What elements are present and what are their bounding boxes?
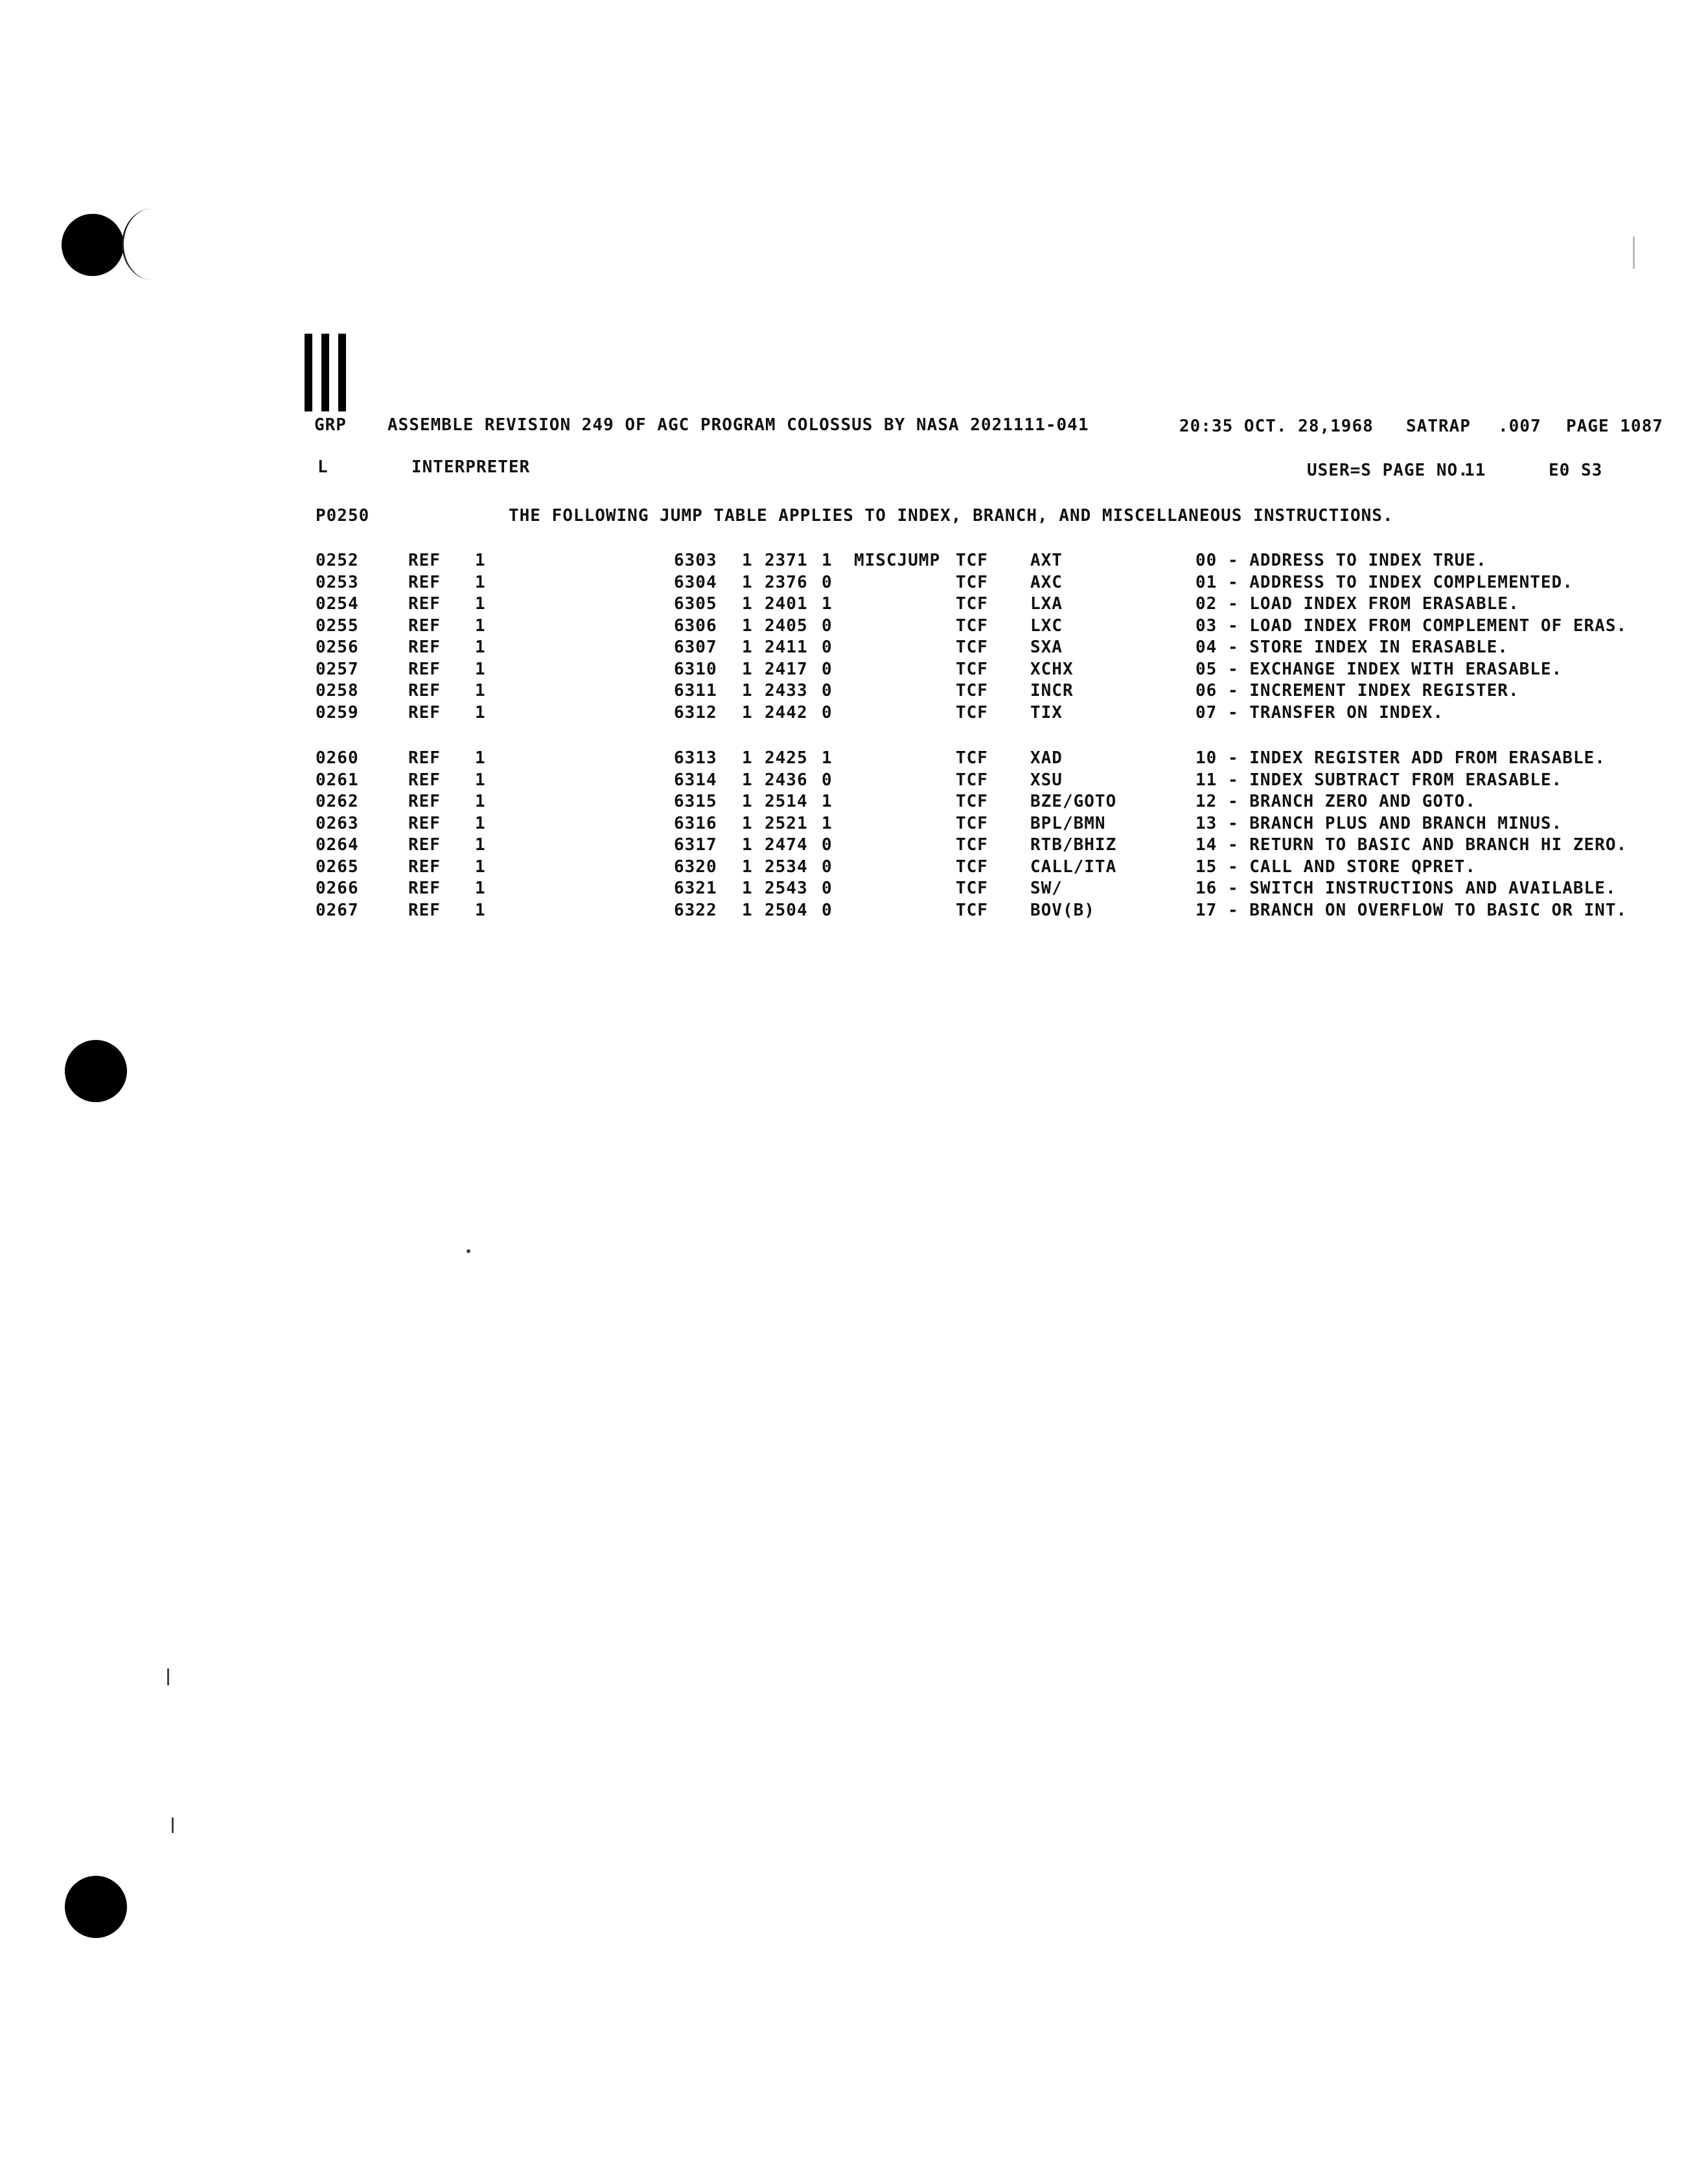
header-title: ASSEMBLE REVISION 249 OF AGC PROGRAM COLOSSUS BY NASA 2021111-041 [387,415,1089,435]
cell-line: 0265 [316,857,359,877]
cell-p: 0 [822,835,833,855]
cell-comment: 05 - EXCHANGE INDEX WITH ERASABLE. [1195,659,1563,679]
cell-n: 1 [475,681,486,700]
cell-operand: CALL/ITA [1030,857,1117,877]
cell-b: 1 [742,681,753,700]
cell-addr: 6315 [674,792,717,811]
cell-line: 0256 [316,638,359,657]
table-row [0,901,1708,923]
cell-val: 2371 [765,551,808,570]
cell-val: 2401 [765,594,808,614]
header-left-code: GRP [314,415,347,435]
cell-b: 1 [742,594,753,614]
comment-line-text: THE FOLLOWING JUMP TABLE APPLIES TO INDEX, BRANCH, AND MISCELLANEOUS INSTRUCTIONS. [509,506,1394,525]
cell-op: REF [408,681,441,700]
cell-p: 0 [822,857,833,877]
cell-line: 0255 [316,616,359,636]
cell-operand: BZE/GOTO [1030,792,1117,811]
cell-operand: XCHX [1030,659,1074,679]
cell-addr: 6313 [674,748,717,768]
cell-op: REF [408,835,441,855]
cell-operand: AXT [1030,551,1063,570]
cell-addr: 6306 [674,616,717,636]
comment-line-id: P0250 [316,506,370,525]
cell-op: REF [408,638,441,657]
cell-addr: 6310 [674,659,717,679]
cell-comment: 00 - ADDRESS TO INDEX TRUE. [1195,551,1487,570]
cell-operand: XSU [1030,770,1063,790]
cell-instr: TCF [956,551,988,570]
cell-comment: 01 - ADDRESS TO INDEX COMPLEMENTED. [1195,572,1573,592]
cell-line: 0260 [316,748,359,768]
cell-b: 1 [742,900,753,920]
table-row [0,792,1708,814]
cell-n: 1 [475,748,486,768]
punch-hole-top [62,214,124,276]
header-satrap: SATRAP [1406,417,1471,436]
header-timestamp: 20:35 OCT. 28,1968 [1179,417,1374,436]
cell-b: 1 [742,702,753,722]
cell-instr: TCF [956,594,988,614]
cell-line: 0259 [316,702,359,722]
table-row [0,681,1708,703]
cell-operand: SXA [1030,638,1063,657]
cell-b: 1 [742,638,753,657]
punch-hole-middle [65,1040,127,1102]
cell-operand: BOV(B) [1030,900,1095,920]
cell-n: 1 [475,900,486,920]
cell-addr: 6311 [674,681,717,700]
cell-line: 0262 [316,792,359,811]
cell-label: MISCJUMP [854,551,941,570]
table-row [0,594,1708,616]
table-row [0,748,1708,770]
punch-hole-bottom [65,1876,127,1938]
cell-op: REF [408,748,441,768]
speck [167,1668,169,1685]
cell-b: 1 [742,879,753,898]
cell-comment: 02 - LOAD INDEX FROM ERASABLE. [1195,594,1519,614]
section-name: INTERPRETER [411,457,531,477]
cell-p: 0 [822,770,833,790]
cell-comment: 11 - INDEX SUBTRACT FROM ERASABLE. [1195,770,1563,790]
cell-op: REF [408,879,441,898]
cell-line: 0253 [316,572,359,592]
cell-instr: TCF [956,900,988,920]
cell-p: 0 [822,900,833,920]
cell-comment: 13 - BRANCH PLUS AND BRANCH MINUS. [1195,813,1563,833]
cell-val: 2425 [765,748,808,768]
cell-n: 1 [475,857,486,877]
cell-op: REF [408,616,441,636]
table-row [0,573,1708,595]
cell-b: 1 [742,748,753,768]
cell-operand: TIX [1030,702,1063,722]
cell-p: 0 [822,638,833,657]
cell-comment: 12 - BRANCH ZERO AND GOTO. [1195,792,1476,811]
cell-n: 1 [475,572,486,592]
users-page-number: 11 [1464,461,1486,480]
cell-b: 1 [742,770,753,790]
users-page-label: USER=S PAGE NO. [1307,461,1469,480]
cell-val: 2534 [765,857,808,877]
cell-instr: TCF [956,638,988,657]
cell-val: 2474 [765,835,808,855]
cell-instr: TCF [956,813,988,833]
table-row [0,638,1708,660]
cell-comment: 07 - TRANSFER ON INDEX. [1195,702,1444,722]
cell-op: REF [408,659,441,679]
table-row [0,660,1708,682]
table-row [0,616,1708,638]
cell-b: 1 [742,792,753,811]
cell-p: 0 [822,879,833,898]
cell-n: 1 [475,638,486,657]
cell-p: 0 [822,659,833,679]
cell-instr: TCF [956,879,988,898]
cell-comment: 14 - RETURN TO BASIC AND BRANCH HI ZERO. [1195,835,1628,855]
cell-n: 1 [475,702,486,722]
cell-val: 2504 [765,900,808,920]
cell-p: 0 [822,572,833,592]
cell-op: REF [408,770,441,790]
cell-b: 1 [742,616,753,636]
cell-b: 1 [742,813,753,833]
cell-line: 0266 [316,879,359,898]
cell-addr: 6322 [674,900,717,920]
cell-addr: 6303 [674,551,717,570]
table-row [0,879,1708,901]
cell-instr: TCF [956,572,988,592]
cell-val: 2405 [765,616,808,636]
cell-n: 1 [475,770,486,790]
table-row [0,770,1708,792]
cell-p: 1 [822,813,833,833]
cell-op: REF [408,702,441,722]
cell-operand: INCR [1030,681,1074,700]
cell-instr: TCF [956,770,988,790]
cell-n: 1 [475,616,486,636]
cell-operand: AXC [1030,572,1063,592]
cell-operand: SW/ [1030,879,1063,898]
cell-op: REF [408,813,441,833]
cell-operand: BPL/BMN [1030,813,1106,833]
cell-instr: TCF [956,792,988,811]
cell-operand: LXA [1030,594,1063,614]
cell-n: 1 [475,659,486,679]
speck [1633,236,1635,269]
cell-val: 2376 [765,572,808,592]
header-page: PAGE 1087 [1566,417,1663,436]
header-bar-mark [305,334,346,411]
cell-p: 1 [822,748,833,768]
cell-operand: XAD [1030,748,1063,768]
cell-comment: 16 - SWITCH INSTRUCTIONS AND AVAILABLE. [1195,879,1617,898]
cell-line: 0264 [316,835,359,855]
cell-val: 2411 [765,638,808,657]
cell-instr: TCF [956,702,988,722]
table-row [0,835,1708,857]
cell-b: 1 [742,857,753,877]
cell-operand: RTB/BHIZ [1030,835,1117,855]
cell-val: 2514 [765,792,808,811]
cell-addr: 6304 [674,572,717,592]
cell-op: REF [408,572,441,592]
cell-op: REF [408,857,441,877]
cell-line: 0257 [316,659,359,679]
cell-val: 2433 [765,681,808,700]
cell-addr: 6305 [674,594,717,614]
cell-comment: 06 - INCREMENT INDEX REGISTER. [1195,681,1519,700]
table-row [0,857,1708,879]
cell-val: 2521 [765,813,808,833]
table-row [0,551,1708,573]
cell-op: REF [408,594,441,614]
cell-op: REF [408,900,441,920]
cell-p: 1 [822,594,833,614]
subheader-left: L [317,457,329,477]
cell-addr: 6320 [674,857,717,877]
cell-addr: 6314 [674,770,717,790]
cell-val: 2436 [765,770,808,790]
cell-p: 0 [822,681,833,700]
cell-instr: TCF [956,659,988,679]
cell-line: 0261 [316,770,359,790]
cell-instr: TCF [956,748,988,768]
cell-comment: 17 - BRANCH ON OVERFLOW TO BASIC OR INT. [1195,900,1628,920]
cell-b: 1 [742,551,753,570]
cell-operand: LXC [1030,616,1063,636]
cell-val: 2543 [765,879,808,898]
cell-n: 1 [475,594,486,614]
table-row [0,703,1708,725]
cell-addr: 6317 [674,835,717,855]
cell-p: 0 [822,616,833,636]
cell-b: 1 [742,659,753,679]
cell-instr: TCF [956,857,988,877]
speck [172,1817,174,1833]
cell-addr: 6321 [674,879,717,898]
cell-instr: TCF [956,616,988,636]
cell-addr: 6316 [674,813,717,833]
cell-n: 1 [475,835,486,855]
cell-comment: 10 - INDEX REGISTER ADD FROM ERASABLE. [1195,748,1606,768]
cell-addr: 6312 [674,702,717,722]
cell-n: 1 [475,813,486,833]
cell-line: 0252 [316,551,359,570]
table-row [0,814,1708,836]
cell-line: 0263 [316,813,359,833]
cell-val: 2442 [765,702,808,722]
cell-comment: 03 - LOAD INDEX FROM COMPLEMENT OF ERAS. [1195,616,1628,636]
cell-p: 0 [822,702,833,722]
cell-op: REF [408,792,441,811]
cell-p: 1 [822,792,833,811]
subheader-right: E0 S3 [1549,461,1603,480]
cell-b: 1 [742,572,753,592]
cell-n: 1 [475,792,486,811]
cell-addr: 6307 [674,638,717,657]
punch-hole-arc [122,209,182,280]
cell-line: 0258 [316,681,359,700]
cell-instr: TCF [956,681,988,700]
cell-b: 1 [742,835,753,855]
cell-n: 1 [475,551,486,570]
cell-line: 0254 [316,594,359,614]
cell-op: REF [408,551,441,570]
cell-p: 1 [822,551,833,570]
cell-comment: 15 - CALL AND STORE QPRET. [1195,857,1476,877]
cell-comment: 04 - STORE INDEX IN ERASABLE. [1195,638,1508,657]
cell-n: 1 [475,879,486,898]
cell-line: 0267 [316,900,359,920]
cell-val: 2417 [765,659,808,679]
cell-instr: TCF [956,835,988,855]
speck [467,1249,470,1253]
header-code: .007 [1498,417,1541,436]
